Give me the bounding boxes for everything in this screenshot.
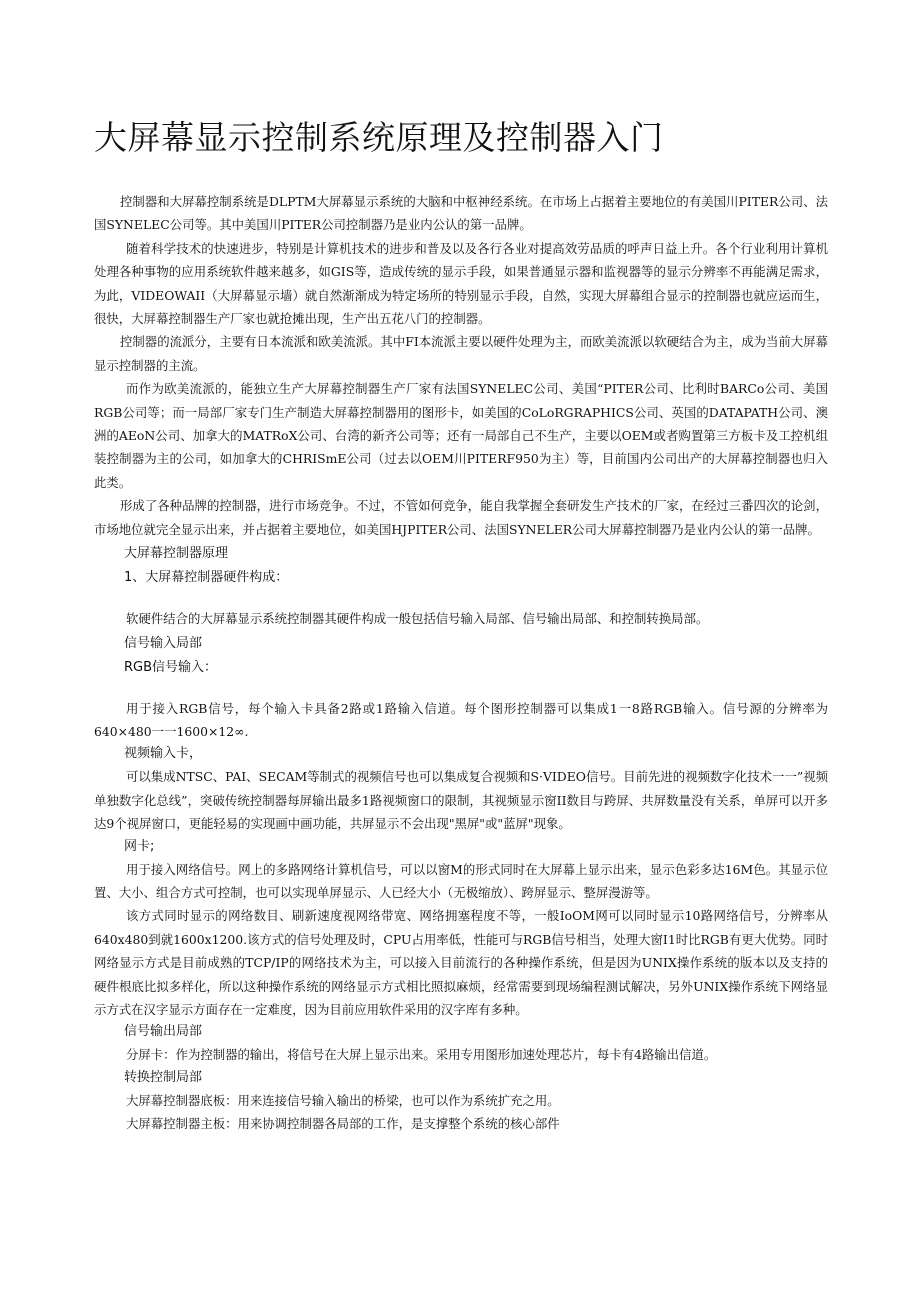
document-title: 大屏幕显示控制系统原理及控制器入门 (94, 118, 664, 157)
heading-signal-input: 信号输入局部 (124, 635, 203, 651)
paragraph-controller-mainboard: 大屏幕控制器主板：用来协调控制器各局部的工作，是支撑整个系统的核心部件 (126, 1116, 560, 1132)
paragraph-split-screen-card: 分屏卡：作为控制器的输出，将信号在大屏上显示出来。采用专用图形加速处理芯片，每卡有4路输出信道。 (126, 1047, 717, 1063)
paragraph-video-input: 可以集成NTSC、PAI、SECAM等制式的视频信号也可以集成复合视频和S·VIDEO信号。目前先进的视频数字化技术一一”视频单独数字化总线”，突破传统控制器每屏输出最多1路视频窗口的限制，其视频显示窗II数目与跨屏、共屏数量没有关系，单屏可以开多达9个视屏窗口，更能轻易的实现画中画功能，共屏显示不会出现"黑屏"或"蓝屏"现象。 (94, 769, 828, 832)
paragraph-intro: 控制器和大屏幕控制系统是DLPTM大屏幕显示系统的大脑和中枢神经系统。在市场上占据着主要地位的有美国川PITER公司、法国SYNELEC公司等。其中美国川PITER公司控制器乃是业内公认的第一品牌。 (94, 194, 828, 233)
paragraph-network-input: 用于接入网络信号。网上的多路网络计算机信号，可以以窗M的形式同时在大屏幕上显示出来，显示色彩多达16M色。其显示位置、大小、组合方式可控制，也可以实现单屏显示、人已经大小（无极缩放）、跨屏显示、整屏漫游等。 (94, 861, 828, 900)
paragraph-competition: 形成了各种品牌的控制器，进行市场竞争。不过，不管如何竞争，能自我掌握全套研发生产技术的厂家，在经过三番四次的论剑，市场地位就完全显示出来，并占据着主要地位，如美国HJPITER公司、法国SYNELER公司大屏幕控制器乃是业内公认的第一品牌。 (94, 498, 828, 537)
paragraph-hardware-overview: 软硬件结合的大屏幕显示系统控制器其硬件构成一般包括信号输入局部、信号输出局部、和控制转换局部。 (126, 611, 709, 627)
paragraph-background: 随着科学技术的快速进步，特别是计算机技术的进步和普及以及各行各业对提高效劳品质的呼声日益上升。各个行业利用计算机处理各种事物的应用系统软件越来越多，如GIS等，造成传统的显示手段，如果普通显示器和监视器等的显示分辨率不再能满足需求，为此，VIDEOWAII（大屏幕显示墙）就自然渐渐成为特定场所的特别显示手段，自然，实现大屏幕组合显示的控制器也就应运而生，很快，大屏幕控制器生产厂家也就抢摊出现，生产出五花八门的控制器。 (94, 240, 828, 327)
heading-switch-control: 转换控制局部 (124, 1069, 203, 1085)
paragraph-schools: 控制器的流派分，主要有日本流派和欧美流派。其中FI本流派主要以硬件处理为主，而欧美流派以软硬结合为主，成为当前大屏幕显示控制器的主流。 (94, 334, 828, 373)
heading-rgb-input: RGB信号输入： (124, 659, 218, 675)
paragraph-network-performance: 该方式同时显示的网络数目、刷新速度视网络带宽、网络拥塞程度不等，一般IoOM网可以同时显示10路网络信号，分辨率从640x480到就1600x1200.该方式的信号处理及时，CPU占用率低，性能可与RGB信号相当，处理大窗I1时比RGB有更大优势。同时网络显示方式是目前成熟的TCP/IP的网络技术为主，可以接入目前流行的各种操作系统，但是因为UNIX操作系统的版本以及支持的硬件根底比拟多样化，所以这种操作系统的网络显示方式相比照拟麻烦，经常需要到现场编程测试解决，另外UNIX操作系统下网络显示方式在汉字显示方面存在一定难度，因为目前应用软件采用的汉字库有多种。 (94, 908, 828, 1017)
heading-network-card: 网卡; (124, 838, 155, 854)
paragraph-western-vendors: 而作为欧美流派的，能独立生产大屏幕控制器生产厂家有法国SYNELEC公司、美国“PITER公司、比利时BARCo公司、美国RGB公司等；而一局部厂家专门生产制造大屏幕控制器用的图形卡，如美国的CoLoRGRAPHICS公司、英国的DATAPATH公司、澳洲的AEoN公司、加拿大的MATRoX公司、台湾的新齐公司等；还有一局部自己不生产，主要以OEM或者购置第三方板卡及工控机组装控制器为主的公司，如加拿大的CHRISmE公司（过去以OEM川PITERF950为主）等，目前国内公司出产的大屏幕控制器也归入此类。 (94, 381, 829, 490)
heading-signal-output: 信号输出局部 (124, 1024, 203, 1040)
paragraph-controller-backplane: 大屏幕控制器底板：用来连接信号输入输出的桥梁，也可以作为系统扩充之用。 (126, 1092, 560, 1108)
heading-controller-principle: 大屏幕控制器原理 (124, 546, 229, 562)
heading-video-input-card: 视频输入卡， (124, 746, 203, 762)
paragraph-rgb-input: 用于接入RGB信号，每个输入卡具备2路或1路输入信道。每个图形控制器可以集成1一8路RGB输入。信号源的分辨率为640×480一一1600×12∞. (94, 700, 828, 739)
heading-hardware-composition: 1、大屏幕控制器硬件构成： (124, 570, 289, 586)
